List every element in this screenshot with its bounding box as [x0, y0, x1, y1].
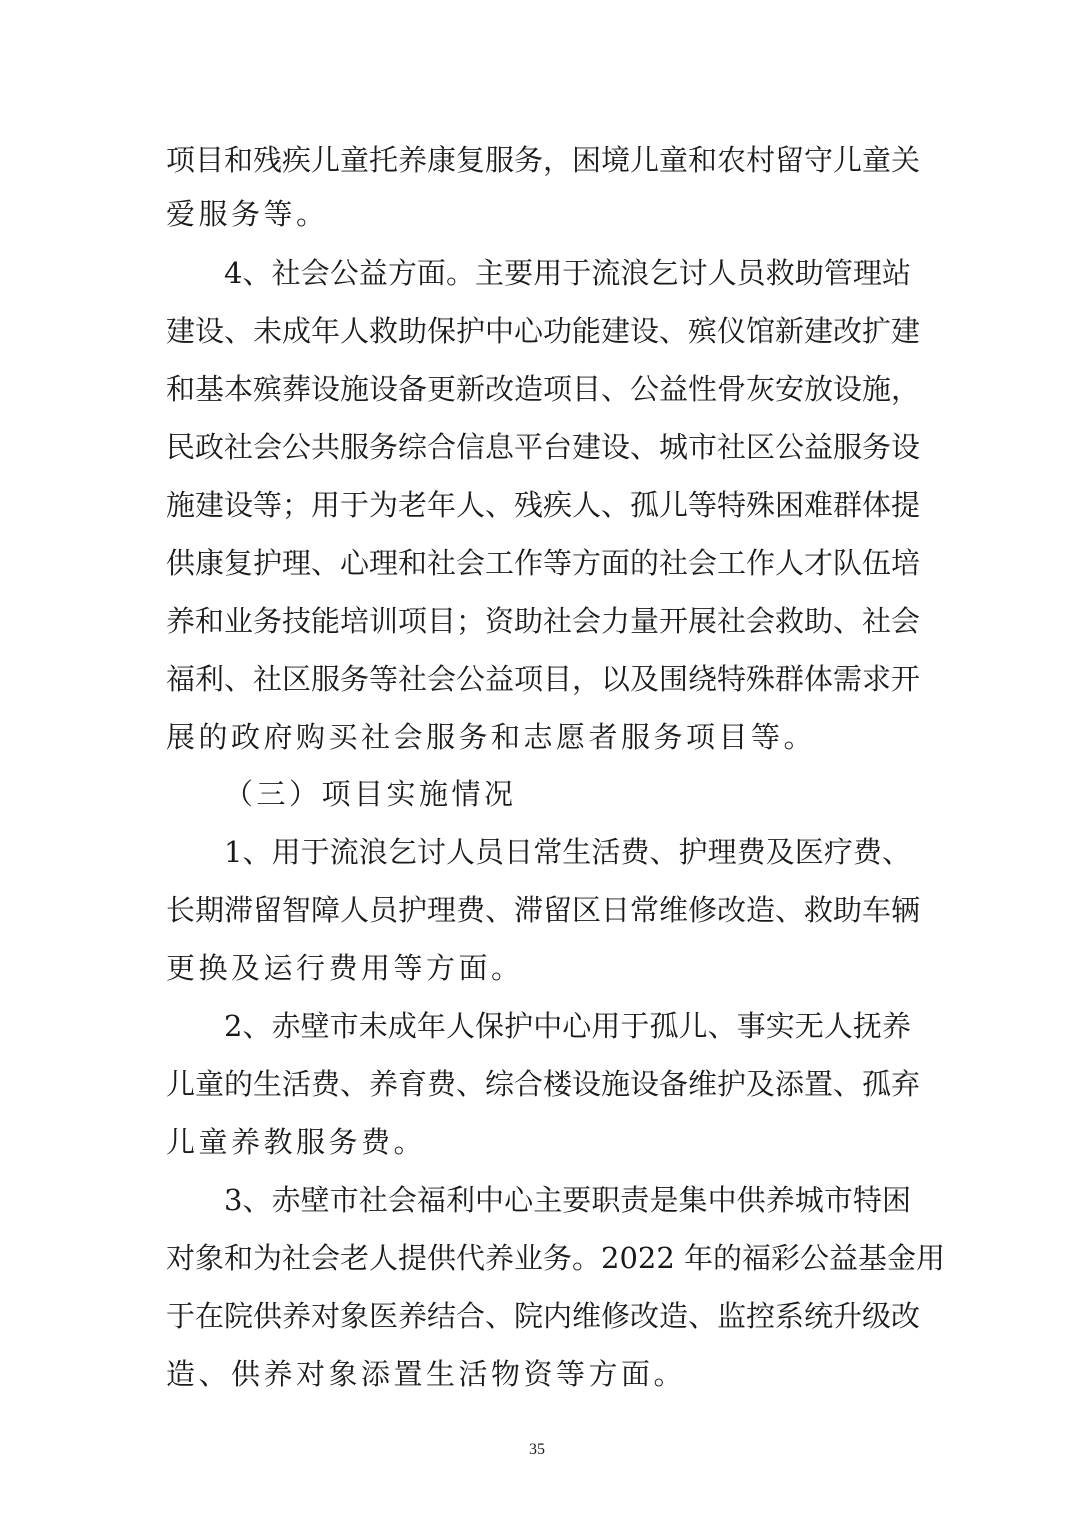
- item-1-paragraph-first-line: 1、用于流浪乞讨人员日常生活费、护理费及医疗费、: [224, 835, 911, 869]
- body-text-line: 项目和残疾儿童托养康复服务，困境儿童和农村留守儿童关: [166, 143, 921, 177]
- body-text-line: 于在院供养对象医养结合、院内维修改造、监控系统升级改: [166, 1299, 921, 1333]
- section-4-paragraph-first-line: 4、社会公益方面。主要用于流浪乞讨人员救助管理站: [224, 256, 911, 290]
- body-text-line: 展的政府购买社会服务和志愿者服务项目等。: [166, 720, 817, 754]
- body-text-line: 对象和为社会老人提供代养业务。2022 年的福彩公益基金用: [166, 1241, 946, 1275]
- body-text-line: 建设、未成年人救助保护中心功能建设、殡仪馆新建改扩建: [166, 314, 921, 348]
- body-text-line: 更换及运行费用等方面。: [166, 951, 524, 985]
- body-text-line: 造、供养对象添置生活物资等方面。: [166, 1357, 687, 1391]
- section-heading: （三）项目实施情况: [224, 777, 517, 811]
- body-text-line: 儿童的生活费、养育费、综合楼设施设备维护及添置、孤弃: [166, 1067, 921, 1101]
- body-text-line: 供康复护理、心理和社会工作等方面的社会工作人才队伍培: [166, 546, 921, 580]
- body-text-line: 养和业务技能培训项目；资助社会力量开展社会救助、社会: [166, 604, 921, 638]
- item-2-paragraph-first-line: 2、赤壁市未成年人保护中心用于孤儿、事实无人抚养: [224, 1009, 911, 1043]
- body-text-line: 和基本殡葬设施设备更新改造项目、公益性骨灰安放设施，: [166, 372, 921, 406]
- body-text-line: 爱服务等。: [166, 197, 329, 231]
- body-text-line: 施建设等；用于为老年人、残疾人、孤儿等特殊困难群体提: [166, 488, 921, 522]
- body-text-line: 民政社会公共服务综合信息平台建设、城市社区公益服务设: [166, 430, 921, 464]
- body-text-line: 儿童养教服务费。: [166, 1125, 427, 1159]
- body-text-line: 长期滞留智障人员护理费、滞留区日常维修改造、救助车辆: [166, 893, 921, 927]
- item-3-paragraph-first-line: 3、赤壁市社会福利中心主要职责是集中供养城市特困: [224, 1183, 911, 1217]
- body-text-line: 福利、社区服务等社会公益项目，以及围绕特殊群体需求开: [166, 662, 921, 696]
- page-number: 35: [529, 1441, 545, 1458]
